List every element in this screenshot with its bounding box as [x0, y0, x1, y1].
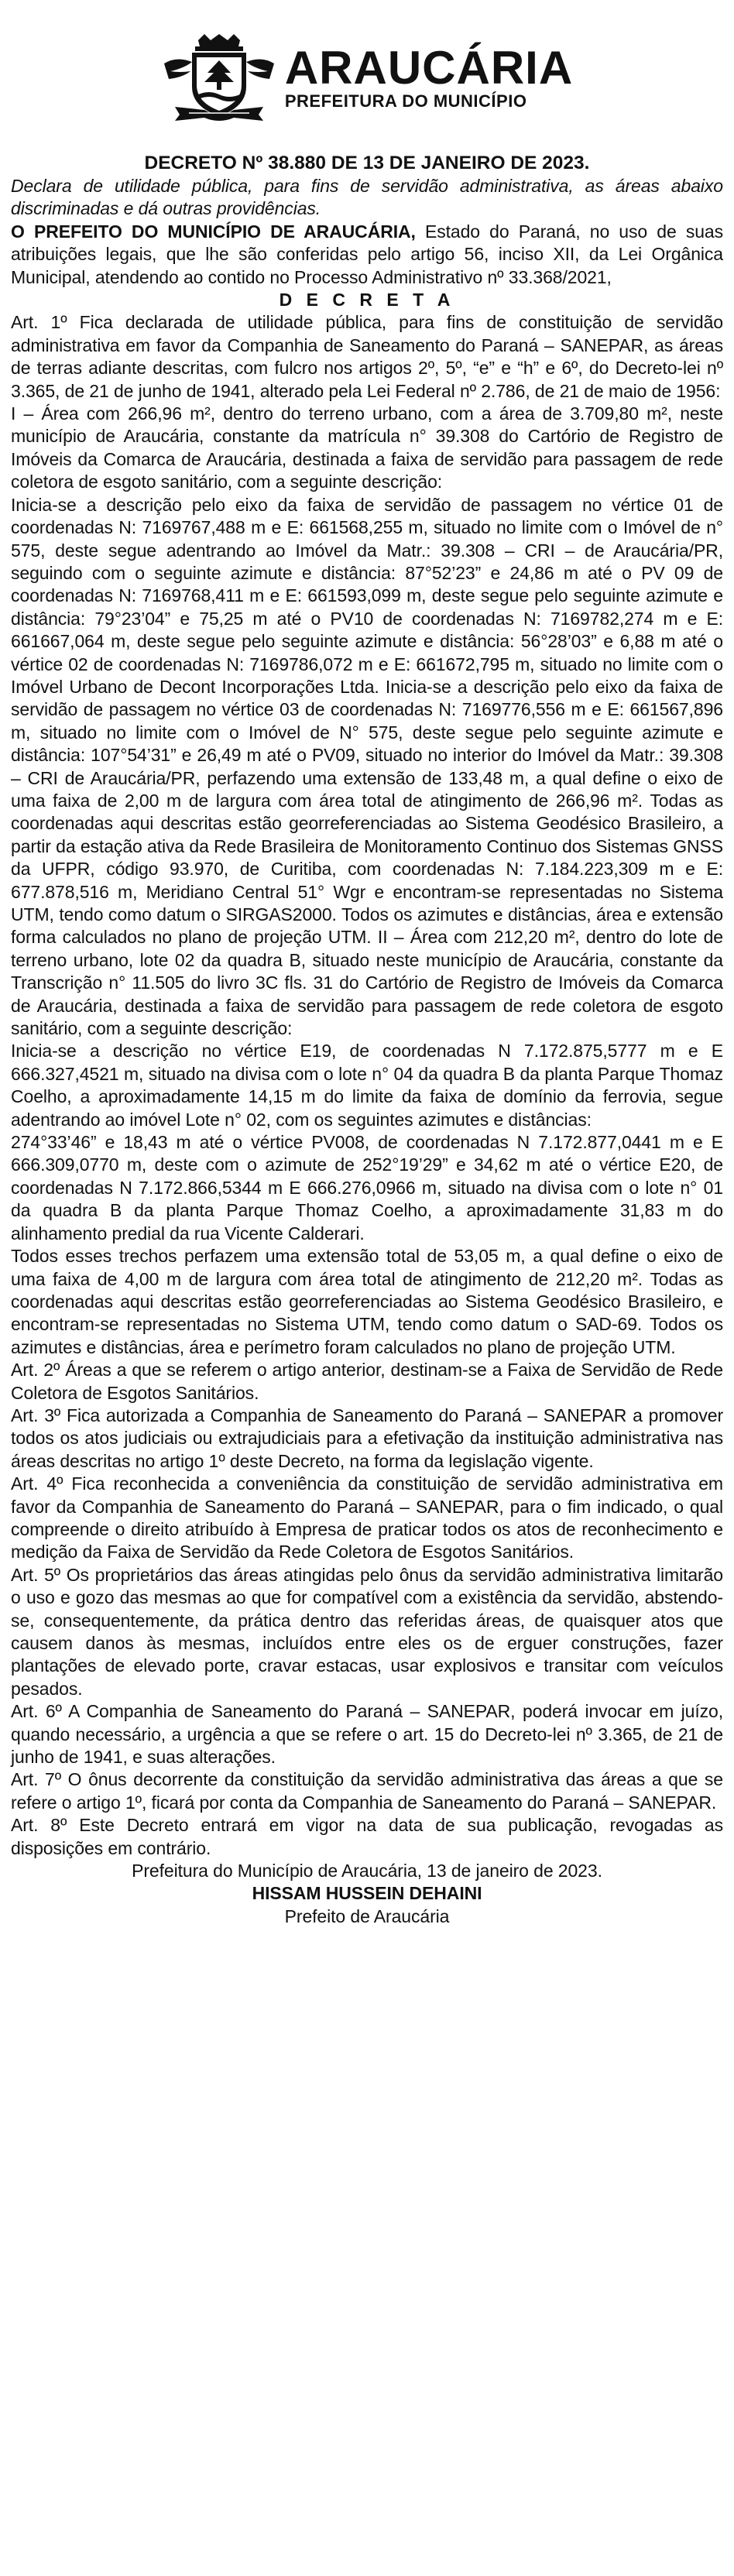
paragraph-art3: Art. 3º Fica autorizada a Companhia de Saneamento do Paraná – SANEPAR a promover todos os atos judiciais ou extrajudiciais para a efetivação da instituição administrativa nas áreas descritas no artigo 1º deste Decreto, na forma da legislação vigente. — [11, 1405, 723, 1471]
paragraph-art6: Art. 6º A Companhia de Saneamento do Paraná – SANEPAR, poderá invocar em juízo, quando necessário, a urgência a que se refere o art. 15 do Decreto-lei nº 3.365, de 21 de junho de 1941, e suas alterações. — [11, 1701, 723, 1768]
decreta-heading: D E C R E T A — [279, 290, 455, 310]
paragraph-area-2-azimuths: 274°33’46” e 18,43 m até o vértice PV008, de coordenadas N 7.172.877,0441 m e E 666.309,0770 m, deste com o azimute de 252°19’29” e 34,62 m até o vértice E20, de coordenadas N 7.172.866,5344 m E 666.276,0966 m, situado na divisa com o lote n° 01 da quadra B da planta Parque Thomaz Coelho, a aproximadamente 31,83 m do alinhamento predial da rua Vicente Calderari. — [11, 1132, 723, 1243]
paragraph-art8: Art. 8º Este Decreto entrará em vigor na data de sua publicação, revogadas as disposições em contrário. — [11, 1815, 723, 1858]
decree-title: DECRETO Nº 38.880 DE 13 DE JANEIRO DE 2023. — [144, 153, 590, 173]
preamble-authority: O PREFEITO DO MUNICÍPIO DE ARAUCÁRIA, — [11, 221, 416, 242]
municipal-coat-of-arms-logo — [161, 33, 277, 122]
signatory-name: HISSAM HUSSEIN DEHAINI — [252, 1883, 482, 1904]
paragraph-area-2-summary: Todos esses trechos perfazem uma extensão total de 53,05 m, a qual define o eixo de uma faixa de 4,00 m de largura com área total de atingimento de 212,20 m². Todas as coordenadas aqui descritas estão georreferenciadas ao Sistema Geodésico Brasileiro, e encontram-se representadas no Sistema UTM, tendo como datum o SAD-69. Todos os azimutes e distâncias, área e perímetro foram calculados no plano de projeção UTM. — [11, 1246, 723, 1357]
closing-place-date: Prefeitura do Município de Araucária, 13 de janeiro de 2023. — [132, 1861, 602, 1881]
paragraph-area-2-start: Inicia-se a descrição no vértice E19, de coordenadas N 7.172.875,5777 m e E 666.327,4521 m, situado na divisa com o lote n° 04 da quadra B da planta Parque Thomaz Coelho, a aproximadamente 14,15 m do limite da faixa de domínio da ferrovia, segue adentrando ao imóvel Lote n° 02, com os seguintes azimutes e distâncias: — [11, 1041, 723, 1130]
paragraph-art7: Art. 7º O ônus decorrente da constituição da servidão administrativa das áreas a que se refere o artigo 1º, ficará por conta da Companhia de Saneamento do Paraná – SANEPAR. — [11, 1769, 723, 1813]
paragraph-art2: Art. 2º Áreas a que se referem o artigo anterior, destinam-se a Faixa de Servidão de Rede Coletora de Esgotos Sanitários. — [11, 1360, 723, 1403]
paragraph-area-1: I – Área com 266,96 m², dentro do terreno urbano, com a área de 3.709,80 m², neste município de Araucária, constante da matrícula n° 39.308 do Cartório de Registro de Imóveis da Comarca de Araucária, destinada a faixa de servidão para passagem de rede coletora de esgoto sanitário, com a seguinte descrição: — [11, 403, 723, 492]
decree-body — [11, 175, 723, 1928]
paragraph-art1: Art. 1º Fica declarada de utilidade pública, para fins de constituição de servidão administrativa em favor da Companhia de Saneamento do Paraná – SANEPAR, as áreas de terras adiante descritas, com fulcro nos artigos 2º, 5º, “e” e “h” e 6º, do Decreto-lei nº 3.365, de 21 de junho de 1941, alterado pela Lei Federal nº 2.786, de 21 de maio de 1956: — [11, 312, 723, 401]
decree-preamble — [11, 221, 723, 289]
paragraph-area-1-description: Inicia-se a descrição pelo eixo da faixa de servidão de passagem no vértice 01 de coordenadas N: 7169767,488 m e E: 661568,255 m, situado no limite com o Imóvel de n° 575, deste segue adentrando ao Imóvel da Matr.: 39.308 – CRI – de Araucária/PR, seguindo com o seguinte azimute e distância: 87°52’23” e 24,86 m até o PV 09 de coordenadas N: 7169768,411 m e E: 661593,099 m, deste segue pelo seguinte azimute e distância: 79°23’04” e 75,25 m até o PV10 de coordenadas N: 7169782,274 m e E: 661667,064 m, deste segue pelo seguinte azimute e distância: 56°28’03” e 6,88 m até o vértice 02 de coordenadas N: 7169786,072 m e E: 661672,795 m, situado no limite com o Imóvel Urbano de Decont Incorporações Ltda. Inicia-se a descrição pelo eixo da faixa de servidão de passagem no vértice 03 de coordenadas N: 7169776,556 m e E: 661567,896 m, situado no limite com o Imóvel de N° 575, deste segue pelo seguinte azimute e distância: 107°54’31” e 26,49 m até o PV09, situado no interior do Imóvel da Matr.: 39.308 – CRI de Araucária/PR, perfazendo uma extensão de 133,48 m, a qual define o eixo de uma faixa de 2,00 m de largura com área total de atingimento de 266,96 m². Todas as coordenadas aqui descritas estão georreferenciadas ao Sistema Geodésico Brasileiro, a partir da estação ativa da Rede Brasileira de Monitoramento Continuo dos Sistemas GNSS da UFPR, código 93.970, de Curitiba, com coordenadas N: 7.184.223,309 m e E: 677.878,516 m, Meridiano Central 51° Wgr e encontram-se representadas no Sistema UTM, tendo como datum o SIRGAS2000. Todos os azimutes e distâncias, área e extensão forma calculados no plano de projeção UTM. II – Área com 212,20 m², dentro do lote de terreno urbano, lote 02 da quadra B, situado neste município de Araucária, constante da Transcrição n° 11.505 do livro 3C fls. 31 do Cartório de Registro de Imóveis da Comarca de Araucária, destinada a faixa de servidão para passagem de rede coletora de esgoto sanitário, com a seguinte descrição: — [11, 494, 723, 1039]
decree-ementa: Declara de utilidade pública, para fins de servidão administrativa, as áreas abaixo discriminadas e dá outras providências. — [11, 176, 723, 219]
municipality-name: ARAUCÁRIA — [284, 42, 574, 94]
paragraph-art5: Art. 5º Os proprietários das áreas atingidas pelo ônus da servidão administrativa limitarão o uso e gozo das mesmas ao que for compatível com a existência da servidão, abstendo-se, consequentemente, da prática dentro das referidas áreas, de quaisquer atos que causem danos às mesmas, incluídos entre eles os de erguer construções, fazer plantações de elevado porte, cravar estacas, usar explosivos e transitar com veículos pesados. — [11, 1564, 723, 1699]
signatory-role: Prefeito de Araucária — [284, 1905, 450, 1926]
header — [11, 31, 723, 124]
municipality-subtitle: PREFEITURA DO MUNICÍPIO — [284, 91, 527, 111]
brand-block — [284, 42, 574, 111]
preamble-text: Estado do Paraná, no uso de suas atribuições legais, que lhe são conferidas pelo artigo 56, inciso XII, da Lei Orgânica Municipal, atendendo ao contido no Processo Administrativo nº 33.368/2021, — [11, 221, 724, 287]
paragraph-art4: Art. 4º Fica reconhecida a conveniência da constituição de servidão administrativa em favor da Companhia de Saneamento do Paraná – SANEPAR, para o fim indicado, o qual compreende o direito atribuído à Empresa de praticar todos os atos de reconhecimento e medição da Faixa de Servidão da Rede Coletora de Esgotos Sanitários. — [11, 1473, 723, 1562]
